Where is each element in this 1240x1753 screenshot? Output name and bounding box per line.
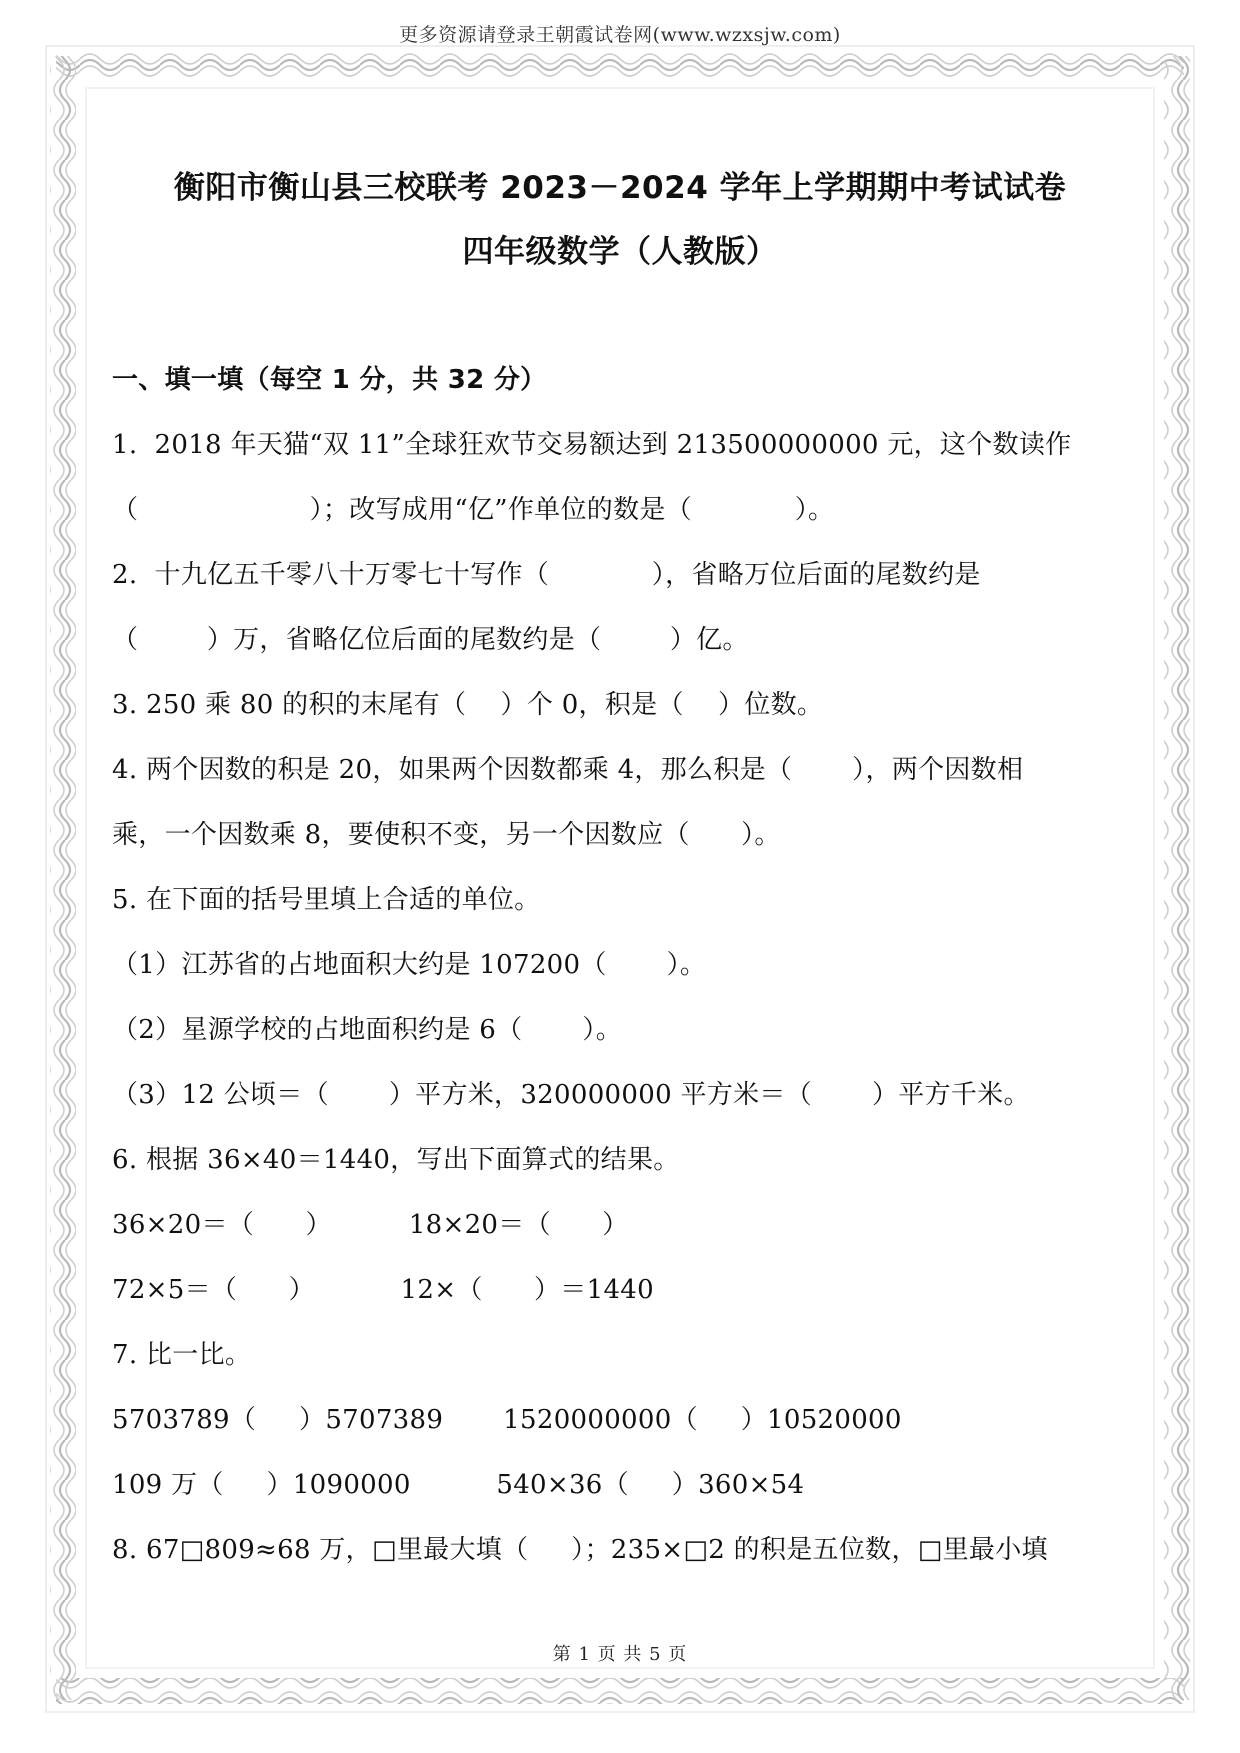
question-8: 8. 67□809≈68 万，□里最大填（ ）；235×□2 的积是五位数，□里最小填 xyxy=(112,1535,1048,1565)
exam-title-line2: 四年级数学（人教版） xyxy=(462,234,778,270)
section-heading: 一、填一填（每空 1 分，共 32 分） xyxy=(112,365,547,395)
site-source-note: 更多资源请登录王朝霞试卷网(www.wzxsjw.com) xyxy=(399,24,841,46)
question-5-part-1: （1）江苏省的占地面积大约是 107200（ ）。 xyxy=(112,950,707,980)
question-5-part-3: （3）12 公顷＝（ ）平方米，320000000 平方米＝（ ）平方千米。 xyxy=(112,1080,1030,1110)
question-5-part-2: （2）星源学校的占地面积约是 6（ ）。 xyxy=(112,1015,623,1045)
question-4-line-2: 乘，一个因数乘 8，要使积不变，另一个因数应（ ）。 xyxy=(112,820,781,850)
question-4-line-1: 4. 两个因数的积是 20，如果两个因数都乘 4，那么积是（ ），两个因数相 xyxy=(112,755,1024,785)
question-3: 3. 250 乘 80 的积的末尾有（ ）个 0，积是（ ）位数。 xyxy=(112,690,824,720)
question-6: 6. 根据 36×40＝1440，写出下面算式的结果。 xyxy=(112,1145,680,1175)
question-7: 7. 比一比。 xyxy=(112,1340,252,1370)
question-6-row-1: 36×20＝（ ） 18×20＝（ ） xyxy=(112,1210,629,1240)
question-2-line-1: 2. 十九亿五千零八十万零七十写作（ ），省略万位后面的尾数约是 xyxy=(112,560,981,590)
question-1-line-2: （ ）；改写成用“亿”作单位的数是（ ）。 xyxy=(112,495,835,525)
question-1-line-1: 1. 2018 年天猫“双 11”全球狂欢节交易额达到 213500000000 元，这个数读作 xyxy=(112,430,1072,460)
exam-title xyxy=(0,156,1240,284)
question-6-row-2: 72×5＝（ ） 12×（ ）＝1440 xyxy=(112,1275,654,1305)
question-7-row-1: 5703789（ ）5707389 1520000000（ ）10520000 xyxy=(112,1405,902,1435)
page-footer: 第 1 页 共 5 页 xyxy=(552,1644,688,1665)
question-7-row-2: 109 万（ ）1090000 540×36（ ）360×54 xyxy=(112,1470,805,1500)
exam-title-line1: 衡阳市衡山县三校联考 2023－2024 学年上学期期中考试试卷 xyxy=(173,170,1067,206)
exam-body xyxy=(112,351,1128,1586)
question-2-line-2: （ ）万，省略亿位后面的尾数约是（ ）亿。 xyxy=(112,625,749,655)
question-5: 5. 在下面的括号里填上合适的单位。 xyxy=(112,885,541,915)
